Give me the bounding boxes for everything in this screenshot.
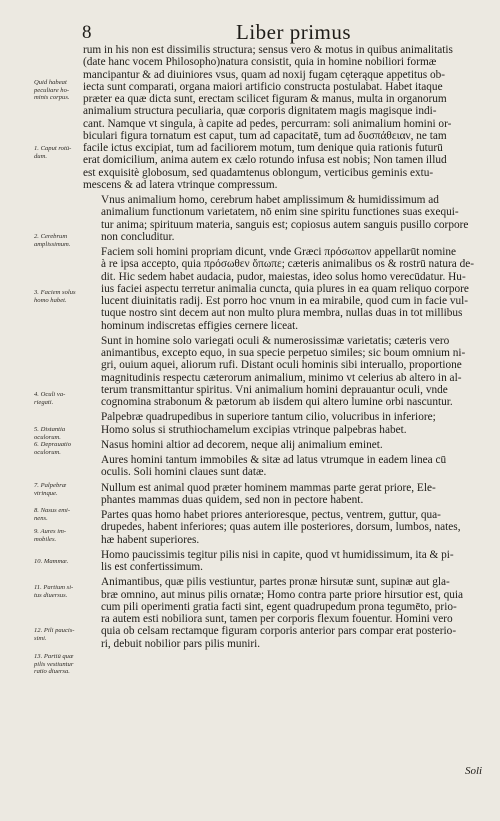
note-line: 3. Faciem solus [34,289,76,296]
margin-note [34,627,88,642]
text-line: hominum indiscretas effigies cernere liceat. [101,319,299,332]
margin-note [34,558,88,566]
note-line: 6. Deprauatio [34,441,71,449]
main-text [83,44,483,653]
paragraph [83,576,483,650]
paragraph [83,482,483,507]
text-line: bræ omnino, aut minus pilis ornatæ; Homo contra parte priore hirsutior est, quia [101,588,464,601]
note-line: oculorum. [34,433,61,441]
text-line: mescens & ad latera vtrinque compressum. [83,178,278,191]
text-line: cum pili operimenti gratia facti sint, egent quadrupedum prona tegumēto, prio- [101,600,457,613]
paragraph [83,246,483,332]
margin-note [34,233,88,248]
text-line: erat domicilium, anima autem ex cælo rotundo infusa est nobis; Non tamen illud [83,154,447,167]
text-line: quia ob celsam rectamque figuram corporis anterior pars compar erat posterio- [101,625,457,638]
text-line: biculari figura tornatum est caput, tum ad capacitatē, tum ad δυσπάθειαν, ne tam [83,129,447,142]
paragraph [83,335,483,409]
text-line: Homo solus si struthiochamelum excipias vtrinque palpebras habet. [101,423,407,436]
text-line: Partes quas homo habet priores anterioresque, pectus, ventrem, guttur, qua- [101,509,441,521]
text-line: à re ipsa accepto, quia πρόσωθεν ὄπωπε; cæteris animalibus os & rostrū natura de- [101,258,475,271]
running-title: Liber primus [236,20,352,44]
text-line: dit. Hic sedem habet audacia, pudor, maiestas, ideo solus homo verecūdatur. Hu- [101,270,466,283]
text-line: Aures homini tantum immobiles & sitæ ad latus vtrumque in eadem linea cū [101,454,447,466]
text-line: Sunt in homine solo variegati oculi & numerosissimæ varietatis; cæteris vero [101,334,450,347]
note-line: oculorum. [34,448,61,456]
catchword: Soli [465,765,483,777]
text-line: tur anima; spirituum materia, sanguis est; copiosus autem sanguis pusillo corpore [101,218,469,231]
text-line: est exquisitè globosum, sed quadamtenus oblongum, verticibus geminis extu- [83,166,434,179]
text-line: lucent diuinitatis radij. Est porro hoc vnum in ea mirabile, quod cum in facie vul- [101,295,469,307]
text-line: tuque nostro sint decem aut non multo plura membra, nullas duas in tot millibus [101,307,463,320]
text-line: præter ea quæ dicta sunt, erectam scilicet figuram & manus, multa in organorum [83,93,447,105]
text-line: non concluditur. [101,230,175,243]
note-line: peculiare ho- [34,86,70,94]
note-line: pilis vestiuntur [34,660,74,668]
text-line: rum in his non est dissimilis structura; sensus vero & motus in quibus animalitatis [83,44,453,56]
text-line: Nasus homini altior ad decorem, neque alij animalium eminet. [101,438,383,451]
note-line: dum. [34,152,48,160]
margin-note [34,482,88,497]
text-line: Vnus animalium homo, cerebrum habet amplissimum & humidissimum ad [101,194,439,206]
note-line: amplissimum. [34,240,71,248]
paragraph [83,549,483,574]
margin-note [34,584,88,599]
text-line: phantes mammas duas quidem, sed non in pectore habent. [101,493,364,506]
text-line: ra autem esti nobiliora sunt, tamen per corporis flexum fouentur. Homini vero [101,613,453,625]
paragraph [83,411,483,436]
note-line: 4. Oculi va- [34,391,66,398]
note-line: tus diuersus. [34,591,68,599]
margin-note [34,391,88,406]
note-line: ratio diuersa. [34,668,70,676]
text-line: Faciem soli homini propriam dicunt, vnde Græci πρόσωπον appellarūt nomine [101,246,457,258]
text-line: ri, debuit nobilior pars pilis muniri. [101,637,261,650]
text-line: gri, ouium aquei, aliorum rufi. Distant oculi hominis sibi interuallo, proportione [101,359,462,372]
note-line: 10. Mammæ. [34,558,69,565]
note-line: simi. [34,634,47,642]
text-line: iecta sunt comparati, organa maiori artificio constructa postulabat. Habet itaque [83,80,443,93]
paragraph [83,454,483,479]
paragraph [83,44,483,191]
text-line: terum transmittantur spiritus. Vni animalium homini deprauantur oculi, vnde [101,383,448,396]
text-line: ius faciei aspectu terretur animalia cuncta, quia plures in ea quam reliquo corpore [101,282,469,295]
margin-note [34,507,88,522]
note-line: 5. Distantia [34,426,66,433]
note-line: nens. [34,514,48,522]
margin-note [34,653,88,676]
note-line: 12. Pili paucis- [34,627,75,634]
text-line: oculis. Soli homini claues sunt datæ. [101,466,267,479]
text-line: facile ictus excipiat, tum ad faciliorem motum, tum denique quia rationis futurū [83,142,443,154]
note-line: Quid habeat [34,79,67,86]
text-line: cant. Namque vt singula, à capite ad pedes, percurram: soli animalium homini or- [83,117,452,130]
text-line: (date hanc vocem Philosopho)natura consistit, quia in homine nobiliori formæ [83,56,437,69]
note-line: 7. Palpebræ [34,482,67,489]
text-line: mancipantur & ad diuiniores vsus, quam ad noxij fugam cęterąque appetitus ob- [83,68,446,81]
note-line: 13. Partiū quæ [34,653,74,660]
note-line: minis corpus. [34,94,70,102]
note-line: riegati. [34,398,54,406]
page-number: 8 [82,22,92,43]
paragraph [83,439,483,451]
text-line: animantibus, excepto equo, in sua specie perpetuo similes; sic boum omnium ni- [101,347,466,359]
margin-note [34,426,88,456]
text-line: Nullum est animal quod præter hominem mammas parte gerat priore, Ele- [101,481,436,494]
text-line: Homo paucissimis tegitur pilis nisi in capite, quod vt humidissimum, ita & pi- [101,548,454,561]
note-line: vtrinque. [34,489,58,497]
paragraph [83,194,483,243]
paragraph [83,509,483,546]
text-line: Animantibus, quæ pilis vestiuntur, partes pronæ hirsutæ sunt, supinæ aut gla- [101,576,450,589]
note-line: homo habet. [34,296,67,304]
note-line: 11. Partium si- [34,584,74,591]
note-line: 8. Nasus emi- [34,507,71,514]
text-line: animalium structura peculiaria, quæ corporis dignitatem magis magisque indi- [83,105,437,118]
margin-note [34,79,88,102]
text-line: hæ habent superiores. [101,533,200,546]
text-line: lis est confertissimum. [101,561,203,573]
note-line: 9. Aures im- [34,528,67,535]
text-line: animalium functionum varietatem, nō enim sine spiritu functiones suas exequi- [101,206,459,219]
note-line: 1. Caput rotū- [34,145,72,152]
note-line: mobiles. [34,535,57,543]
text-line: cognomina strabonum & pætorum ab iisdem qui altero lumine orbi nascuntur. [101,396,453,408]
note-line: 2. Cerebrum [34,233,68,240]
margin-note [34,289,88,304]
margin-note [34,528,88,543]
margin-note [34,145,88,160]
text-line: Palpebræ quadrupedibus in superiore tantum cilio, volucribus in inferiore; [101,411,436,424]
text-line: magnitudinis respectu cæterorum animalium, minimo vt celerius ab altero in al- [101,371,462,384]
text-line: drupedes, habent inferiores; quas autem ille posteriores, dorsum, lumbos, nates, [101,521,461,534]
